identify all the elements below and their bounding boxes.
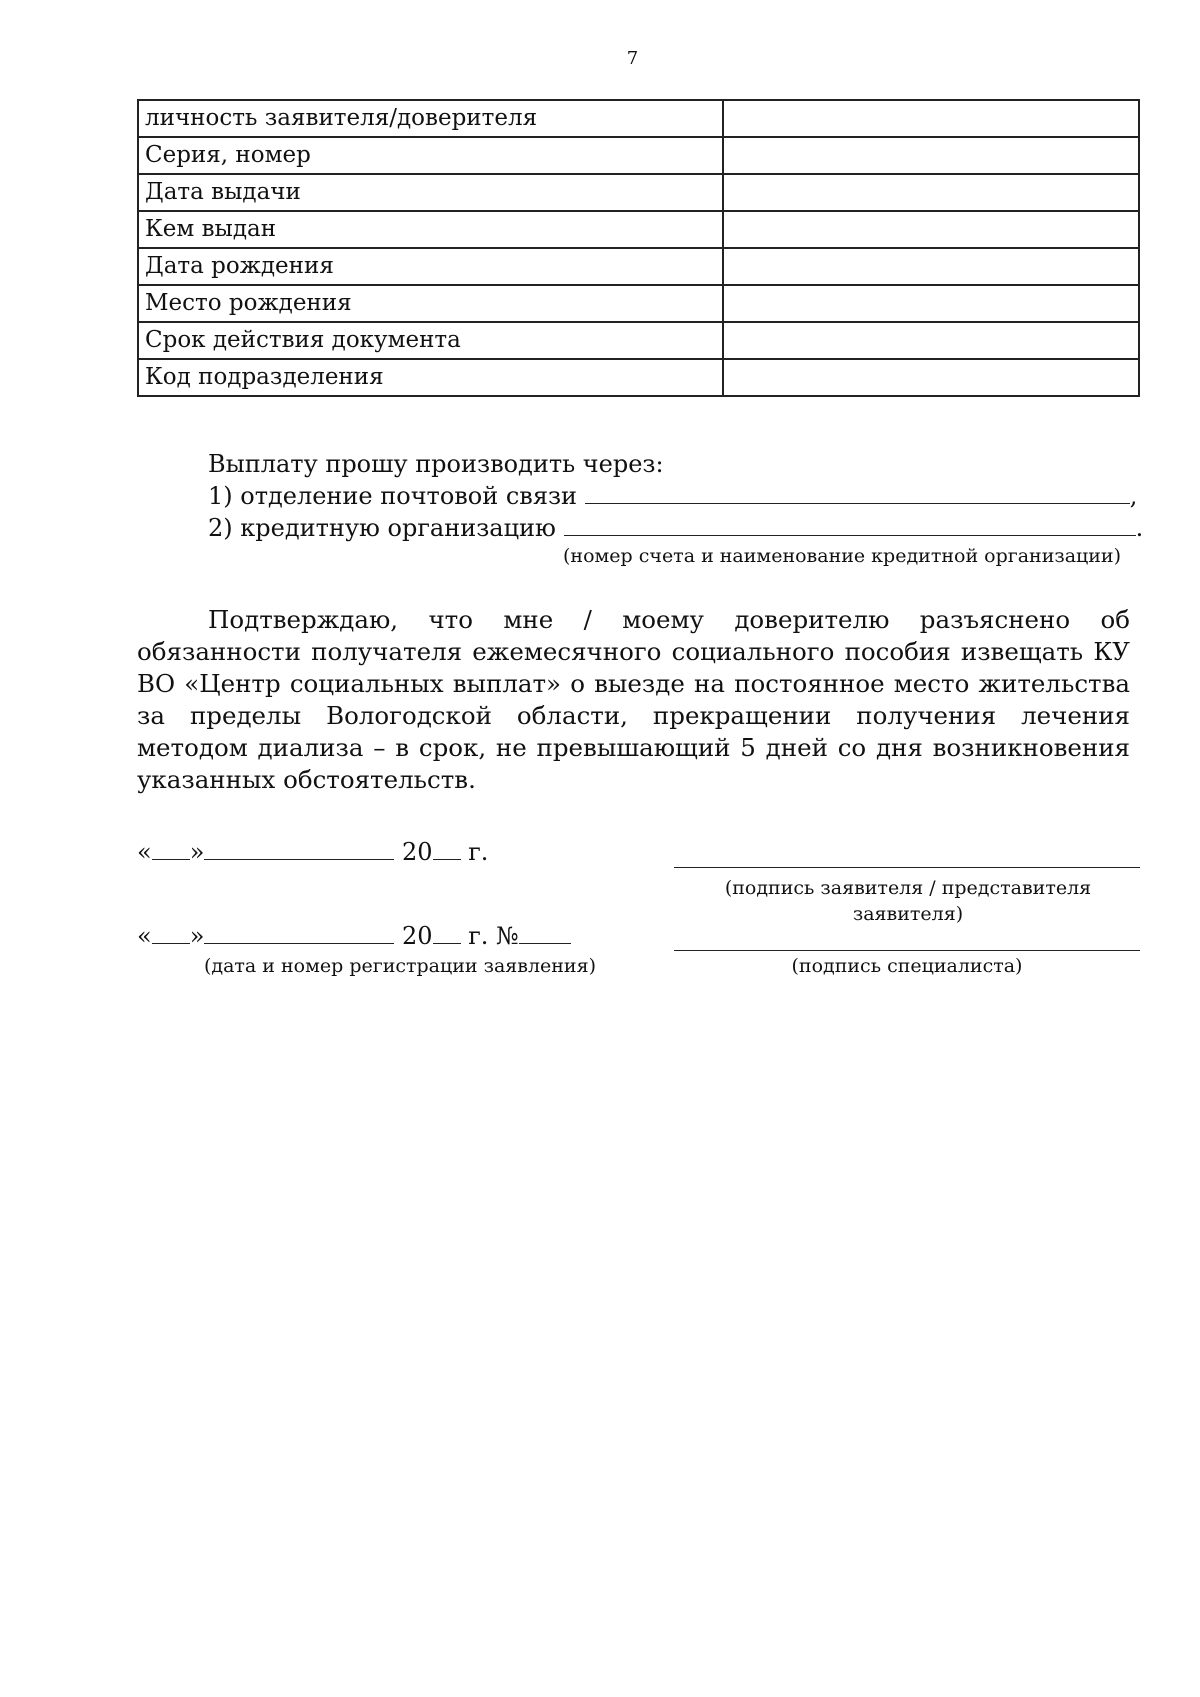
applicant-signature-line[interactable] <box>674 867 1140 868</box>
registration-date-line <box>137 922 571 950</box>
application-date-line <box>137 838 488 866</box>
row-label: Дата выдачи <box>138 174 723 211</box>
payment-intro: Выплату прошу производить через: <box>208 450 664 478</box>
open-quote: « <box>137 838 152 866</box>
number-sign: № <box>496 922 519 950</box>
table-row <box>138 322 1139 359</box>
day-field[interactable] <box>152 923 190 944</box>
year-field[interactable] <box>433 923 461 944</box>
identity-document-table <box>137 99 1140 397</box>
row-value-field[interactable] <box>723 211 1139 248</box>
month-field[interactable] <box>204 923 394 944</box>
applicant-signature-caption: (подпись заявителя / представителя заявителя) <box>724 877 1092 925</box>
open-quote: « <box>137 922 152 950</box>
payment-method-section <box>208 448 1144 567</box>
table-row <box>138 359 1139 396</box>
post-office-field[interactable] <box>585 481 1130 504</box>
year-prefix: 20 <box>402 922 433 950</box>
specialist-signature-caption: (подпись специалиста) <box>791 955 1023 977</box>
row-label: Код подразделения <box>138 359 723 396</box>
registration-caption: (дата и номер регистрации заявления) <box>203 955 596 977</box>
table-row <box>138 211 1139 248</box>
table-row <box>138 137 1139 174</box>
year-field[interactable] <box>433 839 461 860</box>
payment-option-bank <box>208 512 1144 544</box>
confirmation-paragraph: Подтверждаю, что мне / моему доверителю разъяснено об обязанности получателя ежемесячного социального пособия извещать КУ ВО «Центр социальных выплат» о выезде на постоянное место жительства за пределы Вологодской области, прекращении получения лечения методом диализа – в срок, не превышающий 5 дней со дня возникновения указанных обстоятельств. <box>137 605 1130 794</box>
close-quote: » <box>189 922 205 950</box>
registration-number-field[interactable] <box>519 923 571 944</box>
payment-option-post-label: 1) отделение почтовой связи <box>208 482 578 510</box>
row-label: Срок действия документа <box>138 322 723 359</box>
row-value-field[interactable] <box>723 285 1139 322</box>
comma: , <box>1129 482 1138 510</box>
payment-option-post <box>208 480 1138 512</box>
row-label: Дата рождения <box>138 248 723 285</box>
year-suffix: г. <box>468 922 489 950</box>
year-suffix: г. <box>468 838 489 866</box>
row-value-field[interactable] <box>723 248 1139 285</box>
row-label: Кем выдан <box>138 211 723 248</box>
month-field[interactable] <box>204 839 394 860</box>
row-label: личность заявителя/доверителя <box>138 100 723 137</box>
specialist-signature-line[interactable] <box>674 950 1140 951</box>
row-value-field[interactable] <box>723 322 1139 359</box>
table-row <box>138 285 1139 322</box>
bank-account-field[interactable] <box>564 513 1136 536</box>
year-prefix: 20 <box>402 838 433 866</box>
table-row <box>138 100 1139 137</box>
row-label: Место рождения <box>138 285 723 322</box>
page-number: 7 <box>626 48 639 69</box>
row-value-field[interactable] <box>723 137 1139 174</box>
row-value-field[interactable] <box>723 174 1139 211</box>
row-label: Серия, номер <box>138 137 723 174</box>
payment-option-bank-label: 2) кредитную организацию <box>208 514 556 542</box>
period: . <box>1135 514 1144 542</box>
row-value-field[interactable] <box>723 100 1139 137</box>
close-quote: » <box>189 838 205 866</box>
row-value-field[interactable] <box>723 359 1139 396</box>
table-row <box>138 248 1139 285</box>
table-row <box>138 174 1139 211</box>
day-field[interactable] <box>152 839 190 860</box>
bank-field-hint: (номер счета и наименование кредитной организации) <box>563 545 1122 567</box>
